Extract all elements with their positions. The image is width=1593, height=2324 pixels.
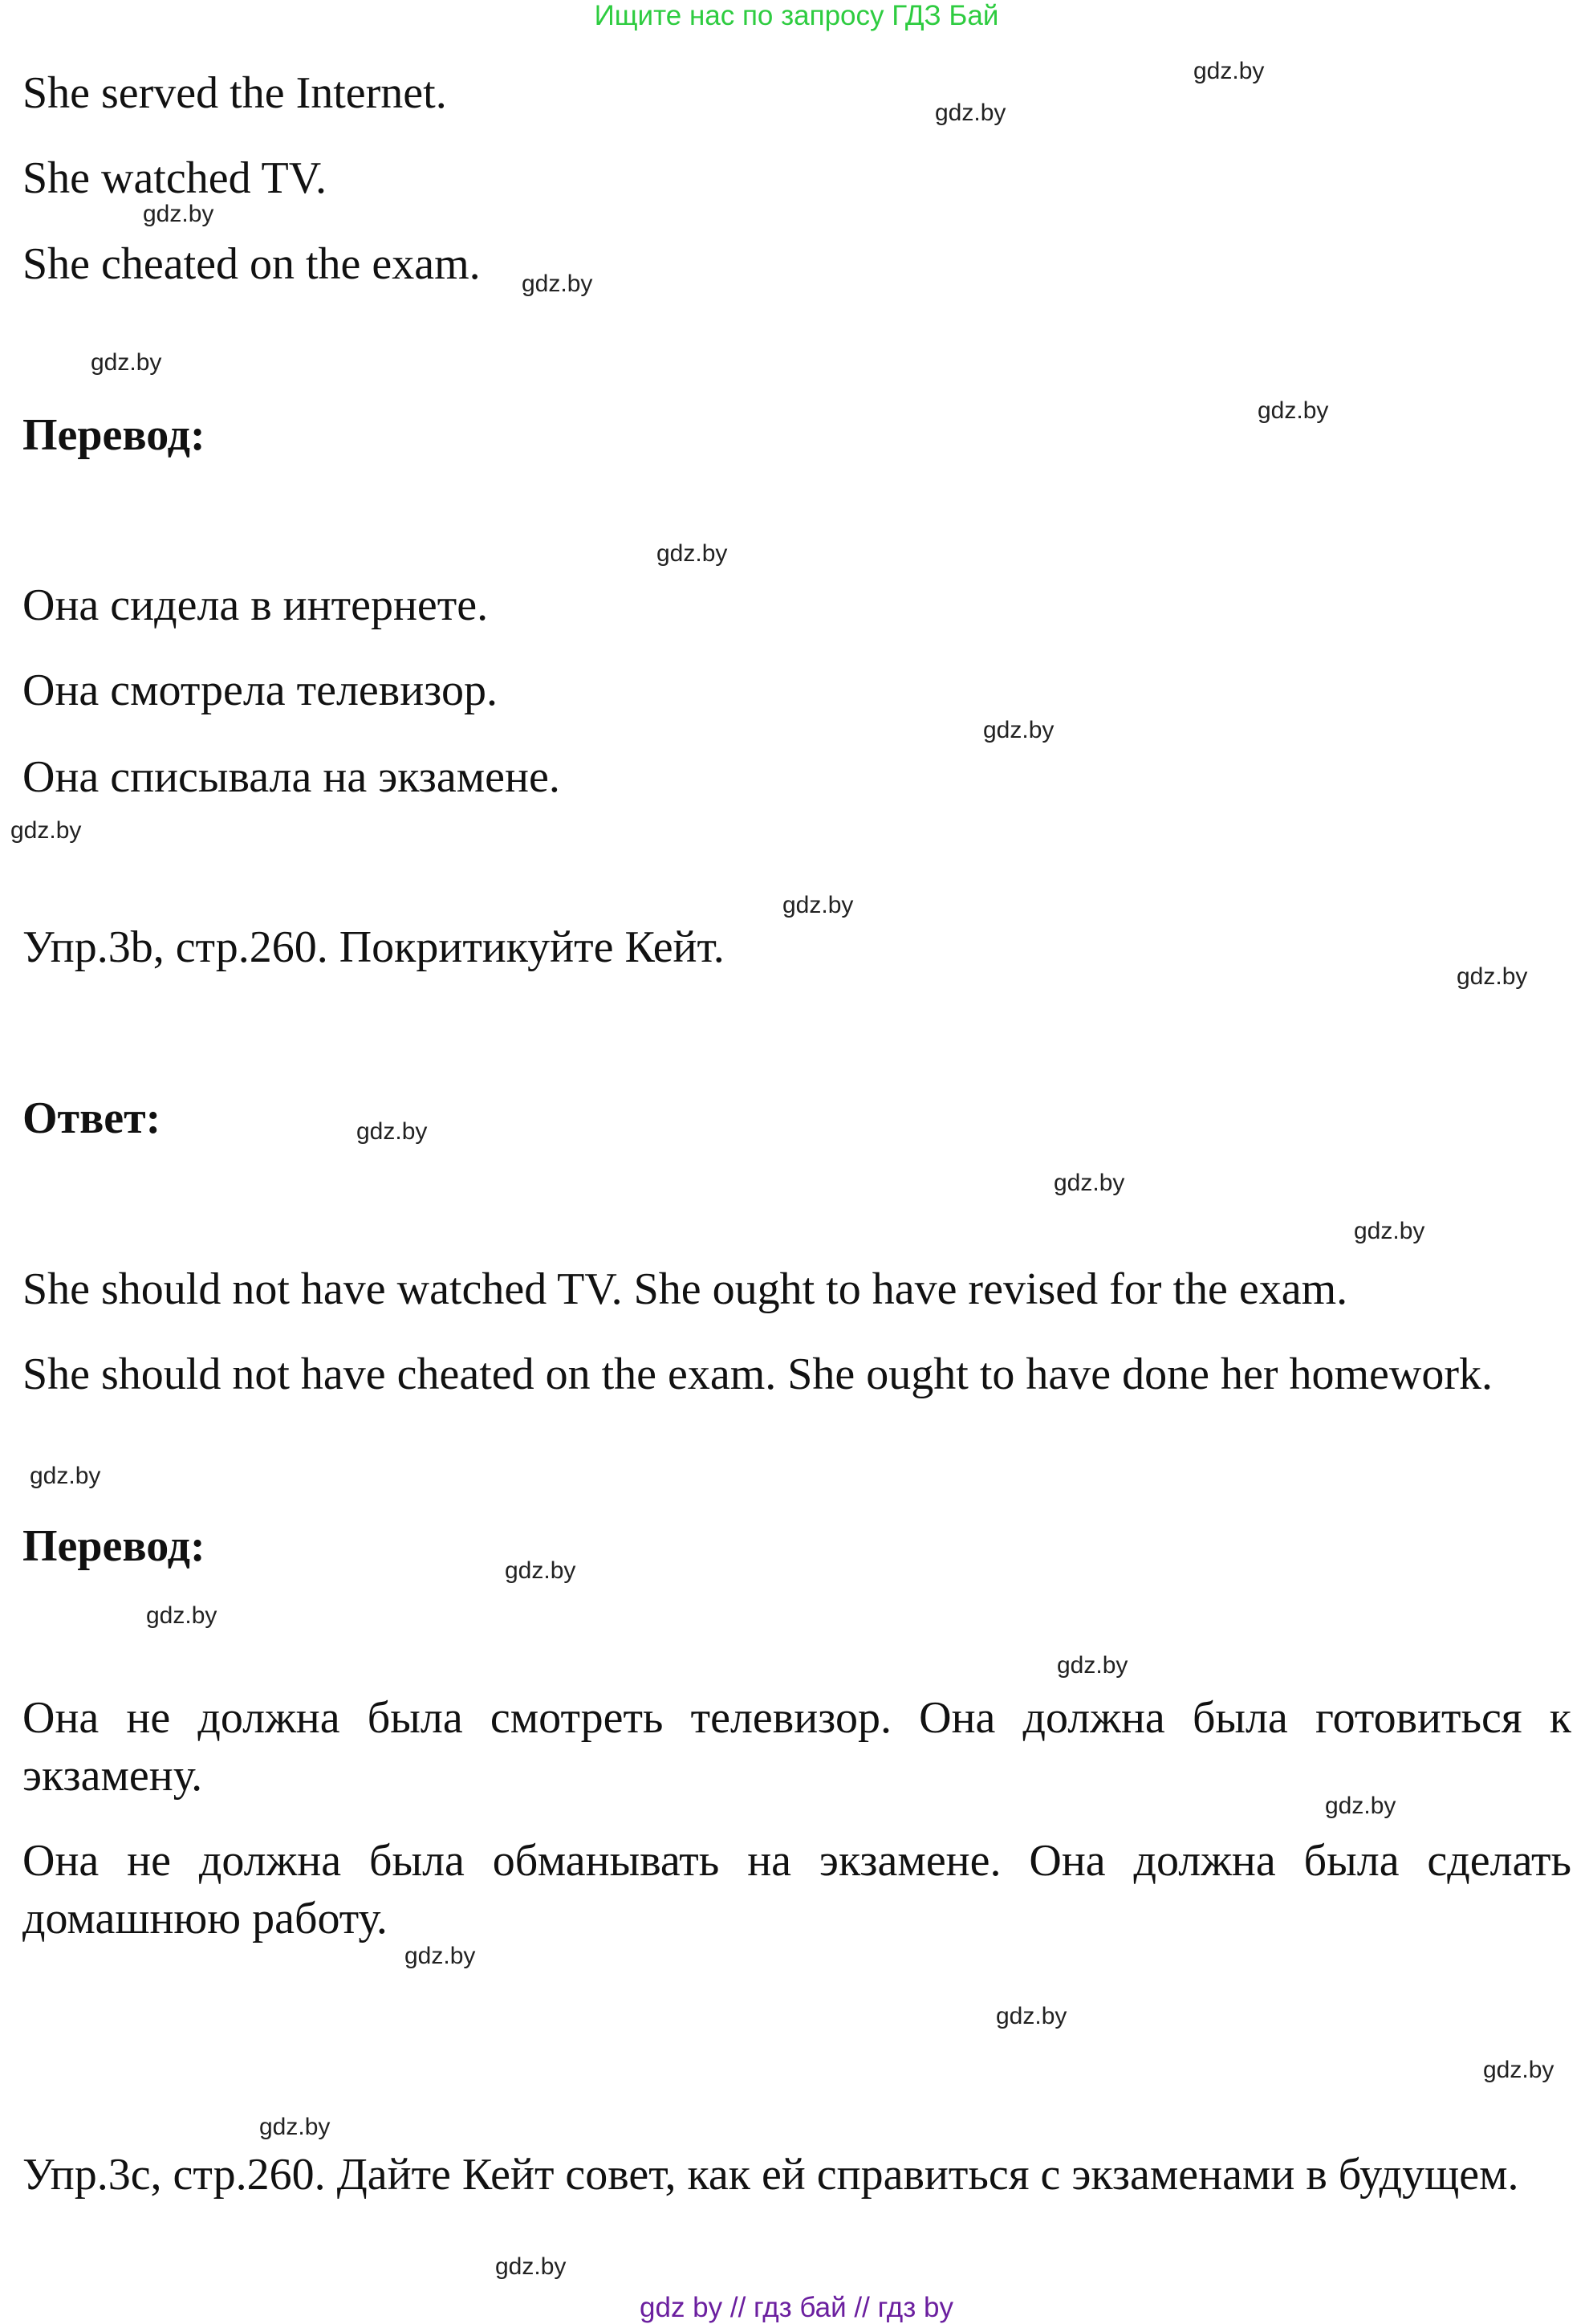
watermark-text: gdz.by [1054,1170,1125,1196]
watermark-text: gdz.by [1258,397,1329,424]
answer-line-2: She watched TV. [22,153,327,203]
watermark-text: gdz.by [356,1118,428,1145]
watermark-text: gdz.by [522,271,593,297]
watermark-text: gdz.by [1057,1652,1128,1679]
answer-3b-line-1: She should not have watched TV. She ought to have revised for the exam. [22,1264,1348,1314]
footer-links: gdz by // гдз бай // гдз by [640,2292,953,2323]
watermark-text: gdz.by [1354,1218,1425,1244]
translation-3b-para-1: Она не должна была смотреть телевизор. Она должна была готовиться к экзамену. [22,1693,1571,1801]
watermark-text: gdz.by [1457,963,1528,990]
translation-heading-1: Перевод: [22,410,205,460]
watermark-text: gdz.by [30,1463,101,1489]
watermark-text: gdz.by [983,717,1055,743]
translation-line-2: Она смотрела телевизор. [22,665,498,715]
watermark-text: gdz.by [1325,1793,1396,1819]
watermark-text: gdz.by [259,2114,331,2140]
header-banner: Ищите нас по запросу ГДЗ Бай [594,0,999,31]
watermark-text: gdz.by [935,100,1006,126]
answer-3b-line-2: She should not have cheated on the exam. She ought to have done her homework. [22,1349,1493,1399]
watermark-text: gdz.by [656,540,728,567]
watermark-text: gdz.by [1483,2057,1554,2083]
watermark-text: gdz.by [505,1557,576,1584]
translation-line-3: Она списывала на экзамене. [22,752,560,802]
translation-line-1: Она сидела в интернете. [22,580,489,630]
watermark-text: gdz.by [146,1602,217,1629]
exercise-3b-title: Упр.3b, стр.260. Покритикуйте Кейт. [22,922,725,972]
watermark-text: gdz.by [782,892,854,918]
answer-line-3: She cheated on the exam. [22,239,481,289]
answer-heading: Ответ: [22,1093,161,1143]
translation-3b-para-2: Она не должна была обманывать на экзамене. Она должна была сделать домашнюю работу. [22,1836,1571,1943]
watermark-text: gdz.by [996,2003,1067,2029]
watermark-text: gdz.by [404,1943,476,1969]
watermark-text: gdz.by [1193,58,1265,84]
watermark-text: gdz.by [10,817,82,844]
watermark-text: gdz.by [91,349,162,376]
exercise-3c-title: Упр.3с, стр.260. Дайте Кейт совет, как ей справиться с экзаменами в будущем. [22,2150,1519,2200]
watermark-text: gdz.by [143,201,214,227]
watermark-text: gdz.by [495,2253,567,2280]
translation-heading-2: Перевод: [22,1521,205,1571]
answer-line-1: She served the Internet. [22,68,447,118]
